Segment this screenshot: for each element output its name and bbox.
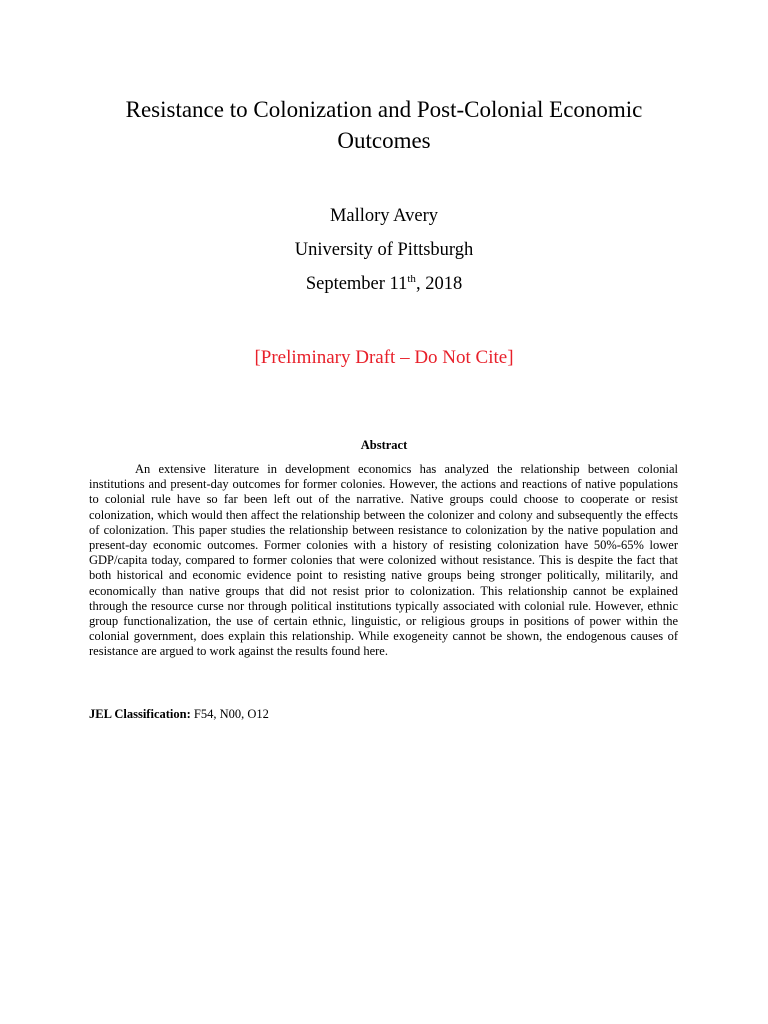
jel-classification	[89, 706, 269, 722]
draft-notice: [Preliminary Draft – Do Not Cite]	[254, 347, 514, 368]
abstract-heading: Abstract	[360, 438, 408, 452]
author-name: Mallory Avery	[329, 206, 439, 226]
date-prefix: September 11	[305, 274, 408, 294]
abstract-body: An extensive literature in development economics has analyzed the relationship between colonial institutions and present-day outcomes for former colonies. However, the actions and reactions of native populations to colonial rule have so far been left out of the narrative. Native groups could choose to cooperate or resist colonization, which would then affect the relationship between the colonizer and colony and subsequently the effects of colonization. This paper studies the relationship between resistance to colonization by the native population and present-day economic outcomes. Former colonies with a history of resisting colonization have 50%-65% lower GDP/capita today, compared to former colonies that were colonized without resistance. This is despite the fact that both historical and economic evidence point to resisting native groups being stronger politically, militarily, and economically than native groups that did not resist prior to colonization. This relationship cannot be explained through the resource curse nor through political institutions typically associated with colonial rule. However, ethnic group functionalization, the use of certain ethnic, linguistic, or religious groups in positions of power within the colonial government, does explain this relationship. While exogeneity cannot be shown, the endogenous causes of resistance are argued to work against the results found here.	[89, 462, 678, 659]
paper-date	[0, 273, 768, 295]
date-superscript: th	[407, 273, 416, 285]
jel-codes: F54, N00, O12	[190, 707, 269, 721]
date-suffix: , 2018	[415, 274, 463, 294]
paper-title: Resistance to Colonization and Post-Colonial Economic Outcomes	[125, 97, 643, 153]
jel-label: JEL Classification:	[89, 707, 191, 721]
author-affiliation: University of Pittsburgh	[294, 240, 474, 260]
